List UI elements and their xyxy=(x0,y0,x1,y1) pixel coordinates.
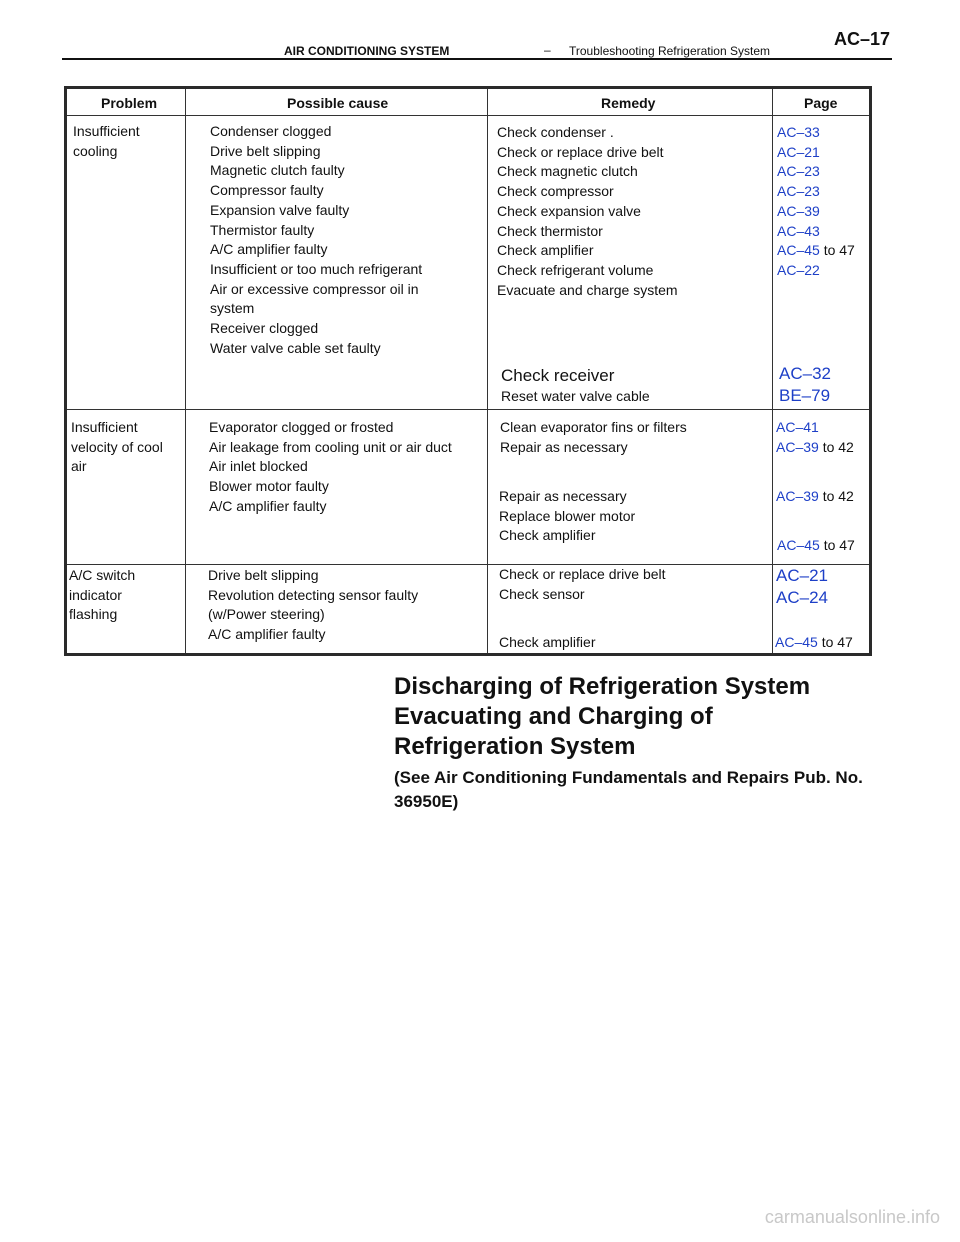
remedy-line: Check receiver xyxy=(501,366,615,385)
cause-line: Magnetic clutch faulty xyxy=(210,162,345,179)
page-ref xyxy=(776,438,854,458)
column-divider xyxy=(185,89,186,653)
cause-line: Compressor faulty xyxy=(210,182,324,199)
row-divider xyxy=(67,409,869,410)
page-link[interactable]: AC–45 xyxy=(775,634,818,650)
column-divider xyxy=(487,89,488,653)
page-cell xyxy=(775,633,853,653)
cause-line: A/C amplifier faulty xyxy=(208,626,326,643)
page-ref xyxy=(777,202,855,222)
page-link[interactable]: AC–32 xyxy=(779,364,831,383)
remedy-line: Replace blower motor xyxy=(499,507,636,524)
remedy-line: Check expansion valve xyxy=(497,202,641,219)
page-cell xyxy=(779,363,831,407)
page-cell xyxy=(776,565,828,609)
page-link[interactable]: AC–24 xyxy=(776,588,828,607)
column-header-cause: Possible cause xyxy=(287,95,389,111)
heading-line: Evacuating and Charging of xyxy=(394,703,713,730)
page-ref xyxy=(777,182,855,202)
page-ref xyxy=(777,222,855,242)
page-link[interactable]: AC–39 xyxy=(777,202,820,219)
page-ref xyxy=(777,162,855,182)
watermark: carmanualsonline.info xyxy=(764,1207,940,1227)
header-rule xyxy=(62,58,892,60)
cause-line: Evaporator clogged or frosted xyxy=(209,419,394,435)
remedy-cell xyxy=(501,365,650,407)
cause-line: Air or excessive compressor oil in xyxy=(210,280,419,297)
cause-line: Condenser clogged xyxy=(210,123,332,139)
row-divider xyxy=(67,564,869,565)
remedy-line: Check amplifier xyxy=(497,242,594,259)
page-link[interactable]: AC–23 xyxy=(777,183,820,200)
cause-line: Air inlet blocked xyxy=(209,458,308,475)
subsection-title: Troubleshooting Refrigeration System xyxy=(569,44,770,58)
cause-cell xyxy=(209,418,452,517)
problem-cell xyxy=(71,418,163,477)
remedy-line: Check compressor xyxy=(497,183,614,200)
heading-line: Refrigeration System xyxy=(394,733,636,760)
page-cell xyxy=(777,536,855,556)
problem-line: A/C switch xyxy=(69,567,136,583)
page-range: to 47 xyxy=(819,242,855,259)
cause-line: Thermistor faulty xyxy=(210,221,315,238)
page-range: to 47 xyxy=(817,634,853,650)
column-divider xyxy=(772,89,773,653)
remedy-cell xyxy=(497,123,678,300)
page-link[interactable]: AC–21 xyxy=(776,566,828,585)
problem-cell xyxy=(73,122,140,161)
page-header xyxy=(62,26,892,60)
page-ref xyxy=(777,536,855,556)
page-link[interactable]: AC–22 xyxy=(777,261,820,278)
cause-line: Expansion valve faulty xyxy=(210,201,350,218)
remedy-line: Check thermistor xyxy=(497,222,603,239)
cause-line: Revolution detecting sensor faulty xyxy=(208,586,419,603)
page-link[interactable]: AC–33 xyxy=(777,124,820,140)
remedy-line: Check amplifier xyxy=(499,634,596,650)
remedy-line: Repair as necessary xyxy=(500,438,628,455)
page-ref xyxy=(777,123,855,143)
page-link[interactable]: AC–21 xyxy=(777,143,820,160)
page-ref xyxy=(777,241,855,261)
column-header-page: Page xyxy=(804,95,838,111)
page-range: to 42 xyxy=(818,488,854,504)
page-cell xyxy=(777,123,855,281)
page-ref xyxy=(776,487,854,507)
remedy-line: Check sensor xyxy=(499,585,585,602)
page-cell xyxy=(776,418,854,457)
cause-line: Water valve cable set faulty xyxy=(210,339,381,356)
remedy-line: Check amplifier xyxy=(499,527,596,544)
page-link[interactable]: AC–45 xyxy=(777,537,820,553)
problem-line: flashing xyxy=(69,606,118,623)
remedy-line: Repair as necessary xyxy=(499,488,627,504)
problem-line: Insufficient xyxy=(73,123,140,139)
page-link[interactable]: AC–39 xyxy=(776,488,819,504)
troubleshooting-table xyxy=(64,86,872,656)
cause-line: A/C amplifier faulty xyxy=(210,241,328,258)
page-range: to 47 xyxy=(819,537,855,553)
section-title: AIR CONDITIONING SYSTEM xyxy=(284,44,450,58)
page-cell xyxy=(776,487,854,507)
remedy-line: Reset water valve cable xyxy=(501,388,650,404)
remedy-line: Check magnetic clutch xyxy=(497,163,638,180)
remedy-cell xyxy=(499,565,666,604)
cause-line: Blower motor faulty xyxy=(209,478,329,495)
page-link[interactable]: BE–79 xyxy=(779,386,831,405)
section-heading xyxy=(394,672,914,814)
remedy-cell xyxy=(500,418,687,457)
page-ref xyxy=(775,633,853,653)
remedy-cell xyxy=(499,487,635,546)
column-header-remedy: Remedy xyxy=(601,95,656,111)
cause-line: Drive belt slipping xyxy=(208,567,319,583)
remedy-line: Check or replace drive belt xyxy=(499,566,666,582)
page-link[interactable]: AC–41 xyxy=(776,419,819,435)
page-number: AC–17 xyxy=(833,29,890,49)
header-separator: – xyxy=(544,43,551,57)
cause-cell xyxy=(208,566,418,645)
page-ref xyxy=(777,143,855,163)
page-link[interactable]: AC–45 xyxy=(777,242,820,259)
header-row-divider xyxy=(67,115,869,116)
remedy-line: Check condenser . xyxy=(497,124,614,140)
remedy-line: Check refrigerant volume xyxy=(497,261,654,278)
column-header-problem: Problem xyxy=(101,95,158,111)
page-link[interactable]: AC–23 xyxy=(777,163,820,180)
problem-line: Insufficient xyxy=(71,419,138,435)
problem-line: indicator xyxy=(69,586,122,603)
heading-line: Discharging of Refrigeration System xyxy=(394,673,811,700)
cause-line: Drive belt slipping xyxy=(210,142,321,159)
problem-line: air xyxy=(71,458,87,475)
problem-line: velocity of cool xyxy=(71,438,163,455)
page-ref xyxy=(776,418,854,438)
problem-line: cooling xyxy=(73,142,118,159)
cause-line: A/C amplifier faulty xyxy=(209,497,327,514)
reference-note: (See Air Conditioning Fundamentals and Repairs Pub. No. 36950E) xyxy=(394,768,863,811)
cause-line: Insufficient or too much refrigerant xyxy=(210,260,423,277)
cause-cell xyxy=(210,122,422,358)
cause-line: system xyxy=(210,300,255,317)
remedy-line: Clean evaporator fins or filters xyxy=(500,419,687,435)
page-link[interactable]: AC–43 xyxy=(777,222,820,239)
page-ref xyxy=(777,261,855,281)
cause-line: Receiver clogged xyxy=(210,320,319,337)
remedy-cell xyxy=(499,633,595,653)
cause-line: (w/Power steering) xyxy=(208,606,325,623)
remedy-line: Evacuate and charge system xyxy=(497,281,678,298)
remedy-line: Check or replace drive belt xyxy=(497,143,664,160)
page-link[interactable]: AC–39 xyxy=(776,438,819,455)
page-range: to 42 xyxy=(818,438,854,455)
cause-line: Air leakage from cooling unit or air duct xyxy=(209,438,452,455)
problem-cell xyxy=(69,566,135,625)
